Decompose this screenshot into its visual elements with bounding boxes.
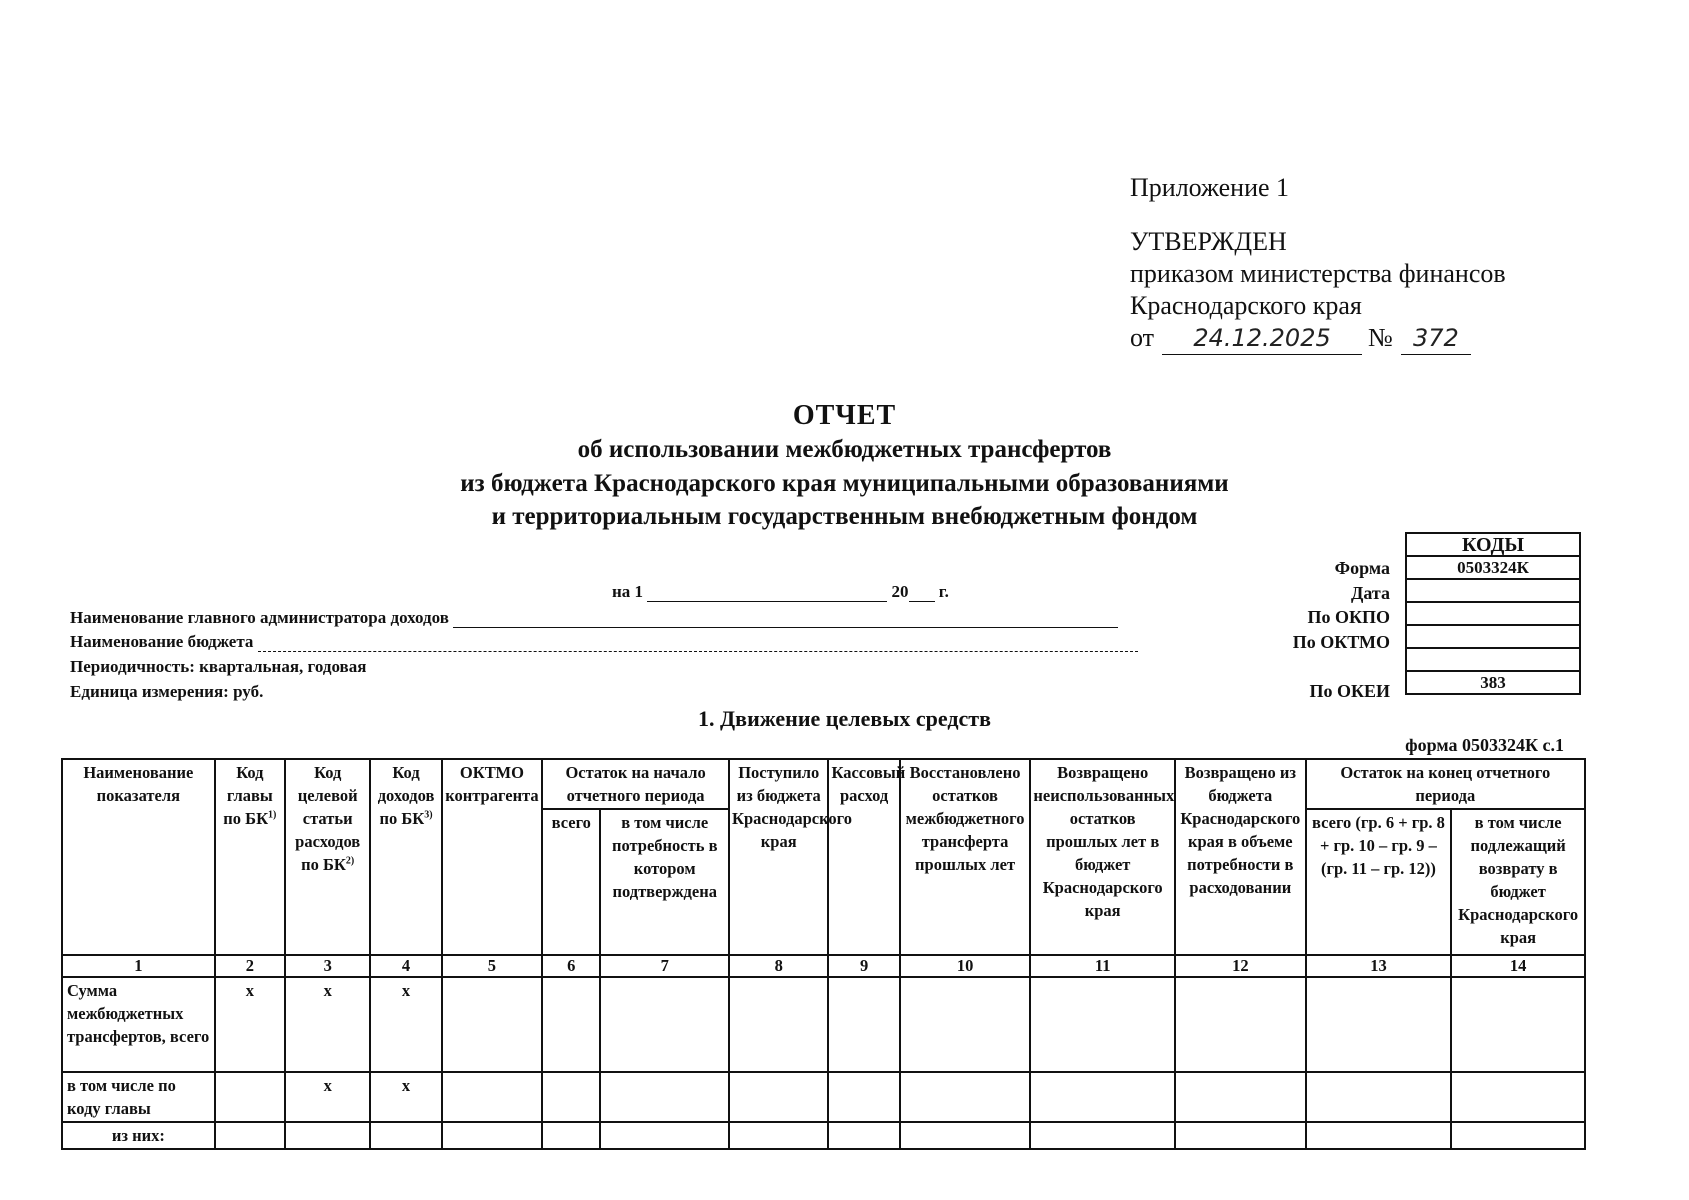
code-label-date: Дата <box>1351 582 1390 603</box>
table-cell[interactable] <box>900 977 1031 1072</box>
table-cell[interactable] <box>1451 1122 1585 1149</box>
code-label-okei: По ОКЕИ <box>1309 680 1390 701</box>
table-cell[interactable] <box>1175 1072 1306 1122</box>
table-cell[interactable] <box>1306 1072 1452 1122</box>
table-cell[interactable] <box>1030 1122 1175 1149</box>
table-cell[interactable] <box>1030 977 1175 1072</box>
report-date-line <box>612 582 949 602</box>
report-title: ОТЧЕТ <box>792 400 897 431</box>
admin-blank[interactable] <box>453 627 1118 628</box>
column-number: 6 <box>542 955 600 977</box>
table-cell[interactable] <box>1030 1072 1175 1122</box>
approval-date-line <box>1130 322 1506 355</box>
approval-date: 24.12.2025 <box>1162 322 1362 355</box>
table-cell: x <box>370 1072 441 1122</box>
header-income-code: Код доходов по БК$^{3)}$ <box>370 759 441 955</box>
approval-block <box>1130 172 1506 355</box>
table-cell[interactable] <box>542 1122 600 1149</box>
year-prefix: 20 <box>891 582 909 601</box>
header-target-code: Код целевой статьи расходов по БК$^{2)}$ <box>285 759 370 955</box>
table-cell[interactable] <box>828 977 899 1072</box>
table-cell[interactable] <box>1306 1122 1452 1149</box>
code-label-form: Форма <box>1334 558 1390 578</box>
code-form-value[interactable]: 0503324К <box>1406 556 1580 579</box>
codes-table <box>1405 532 1581 695</box>
table-cell[interactable] <box>900 1122 1031 1149</box>
year-blank[interactable] <box>909 601 935 602</box>
budget-blank[interactable] <box>258 651 1138 652</box>
code-empty-value[interactable] <box>1406 648 1580 671</box>
date-prefix: на 1 <box>612 582 644 601</box>
column-number: 14 <box>1451 955 1585 977</box>
table-cell[interactable] <box>729 977 828 1072</box>
header-end-total: всего (гр. 6 + гр. 8 + гр. 10 – гр. 9 – (гр. 11 – гр. 12)) <box>1306 809 1452 955</box>
header-cash-expense: Кассовый расход <box>828 759 899 955</box>
table-row <box>62 977 1585 1072</box>
table-cell[interactable] <box>285 1122 370 1149</box>
unit: Единица измерения: руб. <box>70 682 264 701</box>
year-suffix: г. <box>938 582 949 601</box>
column-number: 7 <box>600 955 729 977</box>
table-cell[interactable] <box>828 1122 899 1149</box>
table-cell[interactable] <box>1451 1072 1585 1122</box>
date-blank[interactable] <box>647 601 887 602</box>
header-start-total: всего <box>542 809 600 955</box>
table-cell[interactable] <box>215 1122 285 1149</box>
table-cell: x <box>370 977 441 1072</box>
table-cell[interactable] <box>729 1072 828 1122</box>
appendix-label: Приложение 1 <box>1130 173 1290 202</box>
table-cell[interactable] <box>828 1072 899 1122</box>
table-cell[interactable] <box>442 1072 542 1122</box>
header-received: Поступило из бюджета Краснодарского края <box>729 759 828 955</box>
table-cell: x <box>285 1072 370 1122</box>
header-start-confirmed: в том числе потребность в котором подтверждена <box>600 809 729 955</box>
header-end-return: в том числе подлежащий возврату в бюджет Краснодарского края <box>1451 809 1585 955</box>
section-title: 1. Движение целевых средств <box>698 706 991 731</box>
code-okpo-value[interactable] <box>1406 602 1580 625</box>
column-number: 1 <box>62 955 215 977</box>
approved-line1: приказом министерства финансов <box>1130 259 1506 288</box>
header-balance-end: Остаток на конец отчетного периода <box>1306 759 1585 809</box>
row-label: из них: <box>62 1122 215 1149</box>
column-number: 11 <box>1030 955 1175 977</box>
header-name: Наименование показателя <box>62 759 215 955</box>
table-cell[interactable] <box>542 977 600 1072</box>
table-cell[interactable] <box>600 977 729 1072</box>
header-oktmo: ОКТМО контрагента <box>442 759 542 955</box>
header-balance-start: Остаток на начало отчетного периода <box>542 759 729 809</box>
admin-label: Наименование главного администратора доходов <box>70 608 449 627</box>
report-subtitle-1: об использовании межбюджетных трансфертов <box>577 436 1112 463</box>
table-cell[interactable] <box>729 1122 828 1149</box>
approved-label: УТВЕРЖДЕН <box>1130 227 1287 256</box>
report-subtitle-3: и территориальным государственным внебюджетным фондом <box>491 503 1198 530</box>
table-cell: x <box>285 977 370 1072</box>
table-cell[interactable] <box>1175 1122 1306 1149</box>
table-cell[interactable] <box>215 1072 285 1122</box>
report-subtitle-2: из бюджета Краснодарского края муниципальными образованиями <box>460 470 1229 497</box>
number-label: № <box>1368 323 1393 352</box>
form-page-label: форма 0503324К с.1 <box>1405 735 1564 755</box>
admin-line <box>70 608 1118 628</box>
table-cell[interactable] <box>1175 977 1306 1072</box>
budget-line <box>70 632 1138 652</box>
table-row <box>62 1122 1585 1149</box>
column-number: 8 <box>729 955 828 977</box>
column-number: 5 <box>442 955 542 977</box>
row-label: в том числе по коду главы <box>62 1072 215 1122</box>
code-label-oktmo: По ОКТМО <box>1292 631 1390 652</box>
header-chapter-code: Код главы по БК$^{1)}$ <box>215 759 285 955</box>
column-number: 2 <box>215 955 285 977</box>
code-okei-value[interactable]: 383 <box>1406 671 1580 694</box>
table-cell[interactable] <box>600 1072 729 1122</box>
table-cell[interactable] <box>542 1072 600 1122</box>
periodicity: Периодичность: квартальная, годовая <box>70 657 367 676</box>
column-number: 13 <box>1306 955 1452 977</box>
movement-table <box>61 758 1586 1150</box>
table-cell[interactable] <box>900 1072 1031 1122</box>
codes-header: КОДЫ <box>1406 533 1580 556</box>
table-cell: x <box>215 977 285 1072</box>
table-cell[interactable] <box>442 1122 542 1149</box>
table-cell[interactable] <box>370 1122 441 1149</box>
column-number: 4 <box>370 955 441 977</box>
row-label: Сумма межбюджетных трансфертов, всего <box>62 977 215 1072</box>
header-returned-from-budget: Возвращено из бюджета Краснодарского края в объеме потребности в расходовании <box>1175 759 1306 955</box>
column-number: 12 <box>1175 955 1306 977</box>
code-oktmo-value[interactable] <box>1406 625 1580 648</box>
header-restored: Восстановлено остатков межбюджетного трансферта прошлых лет <box>900 759 1031 955</box>
code-label-okpo: По ОКПО <box>1307 607 1390 627</box>
table-cell[interactable] <box>1451 977 1585 1072</box>
budget-label: Наименование бюджета <box>70 632 254 651</box>
approval-number: 372 <box>1401 322 1471 355</box>
from-label: от <box>1130 323 1155 352</box>
table-cell[interactable] <box>442 977 542 1072</box>
codes-labels <box>1230 556 1390 703</box>
column-number: 9 <box>828 955 899 977</box>
table-cell[interactable] <box>600 1122 729 1149</box>
table-cell[interactable] <box>1306 977 1452 1072</box>
code-date-value[interactable] <box>1406 579 1580 602</box>
header-returned-unused: Возвращено неиспользованных остатков прошлых лет в бюджет Краснодарского края <box>1030 759 1175 955</box>
column-number: 10 <box>900 955 1031 977</box>
table-row <box>62 1072 1585 1122</box>
code-label-empty <box>1230 654 1390 679</box>
column-number: 3 <box>285 955 370 977</box>
approved-line2: Краснодарского края <box>1130 291 1362 320</box>
